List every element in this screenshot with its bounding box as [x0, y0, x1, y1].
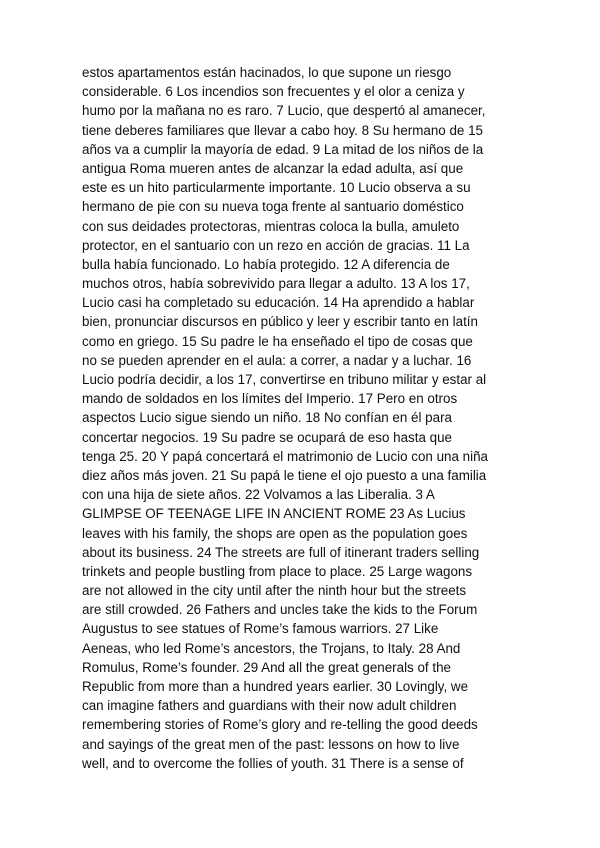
text-line: con sus deidades protectoras, mientras coloca la bulla, amuleto [82, 218, 460, 234]
text-line: about its business. 24 The streets are full of itinerant traders selling [82, 544, 480, 560]
text-line: and sayings of the great men of the past: lessons on how to live [82, 736, 460, 752]
text-line: no se pueden aprender en el aula: a correr, a nadar y a luchar. 16 [82, 352, 472, 368]
text-line: con una hija de siete años. 22 Volvamos a las Liberalia. 3 A [82, 487, 435, 503]
body-text [82, 63, 522, 773]
text-line: considerable. 6 Los incendios son frecuentes y el olor a ceniza y [82, 84, 465, 100]
text-line: can imagine fathers and guardians with their now adult children [82, 698, 457, 714]
text-line: muchos otros, había sobrevivido para llegar a adulto. 13 A los 17, [82, 276, 470, 292]
text-line: Lucio casi ha completado su educación. 14 Ha aprendido a hablar [82, 295, 475, 311]
text-line: tenga 25. 20 Y papá concertará el matrimonio de Lucio con una niña [82, 448, 488, 464]
text-line: estos apartamentos están hacinados, lo que supone un riesgo [82, 65, 452, 80]
text-line: trinkets and people bustling from place to place. 25 Large wagons [82, 563, 473, 579]
text-line: Augustus to see statues of Rome’s famous warriors. 27 Like [82, 621, 439, 637]
text-line: este es un hito particularmente importante. 10 Lucio observa a su [82, 180, 471, 196]
text-line: Aeneas, who led Rome’s ancestors, the Trojans, to Italy. 28 And [82, 640, 461, 656]
text-line: Romulus, Rome’s founder. 29 And all the great generals of the [82, 659, 451, 675]
text-line: años va a cumplir la mayoría de edad. 9 La mitad de los niños de la [82, 141, 484, 157]
text-line: protector, en el santuario con un rezo en acción de gracias. 11 La [82, 237, 470, 253]
text-line: Republic from more than a hundred years earlier. 30 Lovingly, we [82, 679, 469, 694]
text-line: antigua Roma mueren antes de alcanzar la edad adulta, así que [82, 160, 464, 176]
text-line: hermano de pie con su nueva toga frente al santuario doméstico [82, 199, 464, 215]
text-line: concertar negocios. 19 Su padre se ocupará de eso hasta que [82, 429, 452, 445]
text-line: diez años más joven. 21 Su papá le tiene el ojo puesto a una familia [82, 467, 487, 483]
text-line: GLIMPSE OF TEENAGE LIFE IN ANCIENT ROME 23 As Lucius [82, 506, 466, 522]
text-line: Lucio podría decidir, a los 17, convertirse en tribuno militar y estar al [82, 372, 487, 387]
text-line: humo por la mañana no es raro. 7 Lucio, que despertó al amanecer, [82, 103, 486, 119]
text-line: mando de soldados en los límites del Imperio. 17 Pero en otros [82, 391, 458, 407]
text-line: well, and to overcome the follies of youth. 31 There is a sense of [82, 755, 464, 771]
text-line: tiene deberes familiares que llevar a cabo hoy. 8 Su hermano de 15 [82, 122, 483, 138]
text-line: leaves with his family, the shops are open as the population goes [82, 525, 468, 541]
text-line: bulla había funcionado. Lo había protegido. 12 A diferencia de [82, 256, 450, 272]
text-line: are still crowded. 26 Fathers and uncles take the kids to the Forum [82, 602, 478, 618]
text-line: remembering stories of Rome’s glory and re-telling the good deeds [82, 717, 478, 733]
text-line: bien, pronunciar discursos en público y leer y escribir tanto en latín [82, 314, 478, 330]
text-line: como en griego. 15 Su padre le ha enseñado el tipo de cosas que [82, 333, 473, 349]
text-line: are not allowed in the city until after the ninth hour but the streets [82, 583, 467, 599]
text-line: aspectos Lucio sigue siendo un niño. 18 No confían en él para [82, 410, 452, 426]
